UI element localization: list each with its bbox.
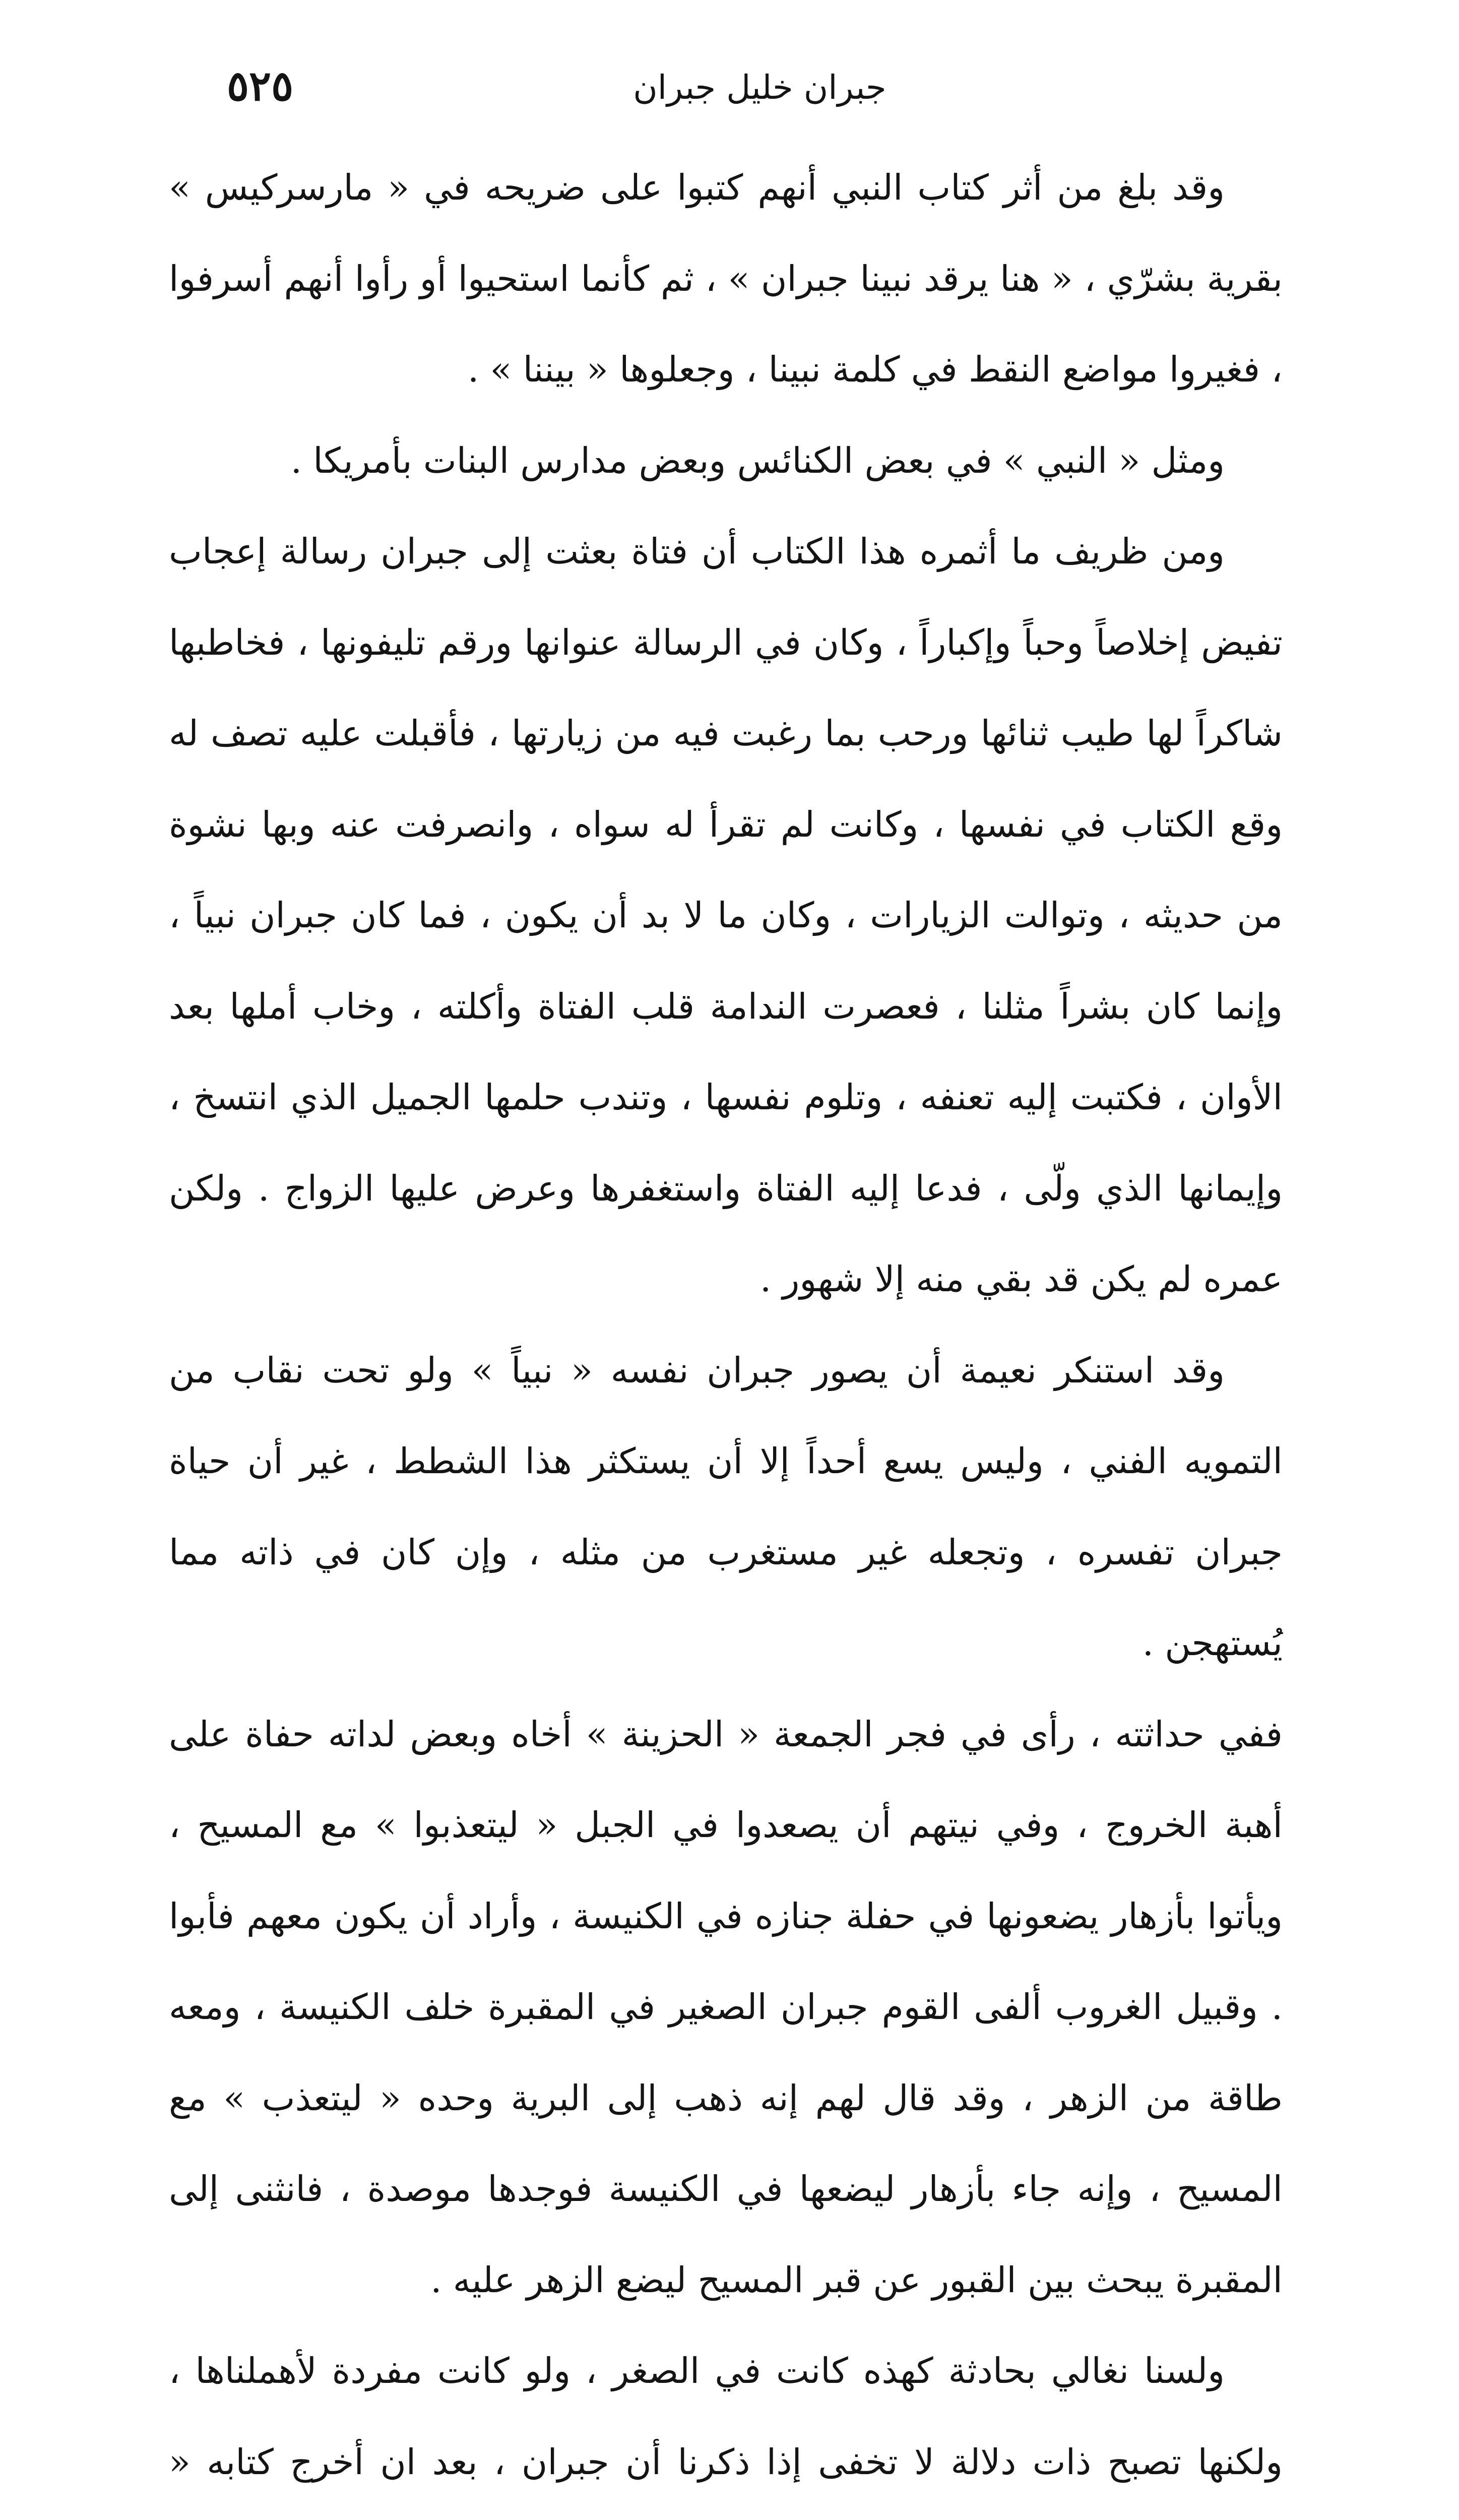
running-head	[227, 60, 1293, 116]
paragraph-significance: ولسنا نغالي بحادثة كهذه كانت في الصغر ، ولو كانت مفردة لأهملناها ، ولكنها تصبح ذات دلالة لا تخفى إذا ذكرنا أن جبران ، بعد ان أخرج كتابه «	[169, 2350, 1283, 2483]
running-title: جبران خليل جبران	[633, 68, 886, 107]
paragraph-epitaph: وقد بلغ من أثر كتاب النبي أنهم كتبوا على ضريحه في « مارسركيس » بقرية بشرّي ، « هنا يرقد نبينا جبران » ، ثم كأنما استحيوا أو رأوا أنهم أسرفوا ، فغيروا مواضع النقط في كلمة نبينا ، وجعلوها « بيننا » .	[169, 167, 1283, 390]
paragraph-naimy: وقد استنكر نعيمة أن يصور جبران نفسه « نبياً » ولو تحت نقاب من التمويه الفني ، وليس يسع أحداً إلا أن يستكثر هذا الشطط ، غير أن حياة جبران تفسره ، وتجعله غير مستغرب من مثله ، وإن كان في ذاته مما يُستهجن .	[169, 1349, 1283, 1664]
paragraph-churches: ومثل « النبي » في بعض الكنائس وبعض مدارس البنات بأمريكا .	[290, 439, 1225, 481]
body-text	[169, 142, 1283, 2520]
paragraph-girl-letter: ومن ظريف ما أثمره هذا الكتاب أن فتاة بعثت إلى جبران رسالة إعجاب تفيض إخلاصاً وحباً وإكباراً ، وكان في الرسالة عنوانها ورقم تليفونها ، فخاطبها شاكراً لها طيب ثنائها ورحب بما رغبت فيه من زيارتها ، فأقبلت عليه تصف له وقع الكتاب في نفسها ، وكانت لم تقرأ له سواه ، وانصرفت عنه وبها نشوة من حديثه ، وتوالت الزيارات ، وكان ما لا بد أن يكون ، فما كان جبران نبياً ، وإنما كان بشراً مثلنا ، فعصرت الندامة قلب الفتاة وأكلته ، وخاب أملها بعد الأوان ، فكتبت إليه تعنفه ، وتلوم نفسها ، وتندب حلمها الجميل الذي انتسخ ، وإيمانها الذي ولّى ، فدعا إليه الفتاة واستغفرها وعرض عليها الزواج . ولكن عمره لم يكن قد بقي منه إلا شهور .	[169, 531, 1283, 1300]
page-number: ٥٢٥	[227, 62, 294, 110]
paragraph-childhood: ففي حداثته ، رأى في فجر الجمعة « الحزينة » أخاه وبعض لداته حفاة على أهبة الخروج ، وفي نيتهم أن يصعدوا في الجبل « ليتعذبوا » مع المسيح ، ويأتوا بأزهار يضعونها في حفلة جنازه في الكنيسة ، وأراد أن يكون معهم فأبوا . وقبيل الغروب ألفى القوم جبران الصغير في المقبرة خلف الكنيسة ، ومعه طاقة من الزهر ، وقد قال لهم إنه ذهب إلى البرية وحده « ليتعذب » مع المسيح ، وإنه جاء بأزهار ليضعها في الكنيسة فوجدها موصدة ، فانثنى إلى المقبرة يبحث بين القبور عن قبر المسيح ليضع الزهر عليه .	[169, 1713, 1283, 2301]
